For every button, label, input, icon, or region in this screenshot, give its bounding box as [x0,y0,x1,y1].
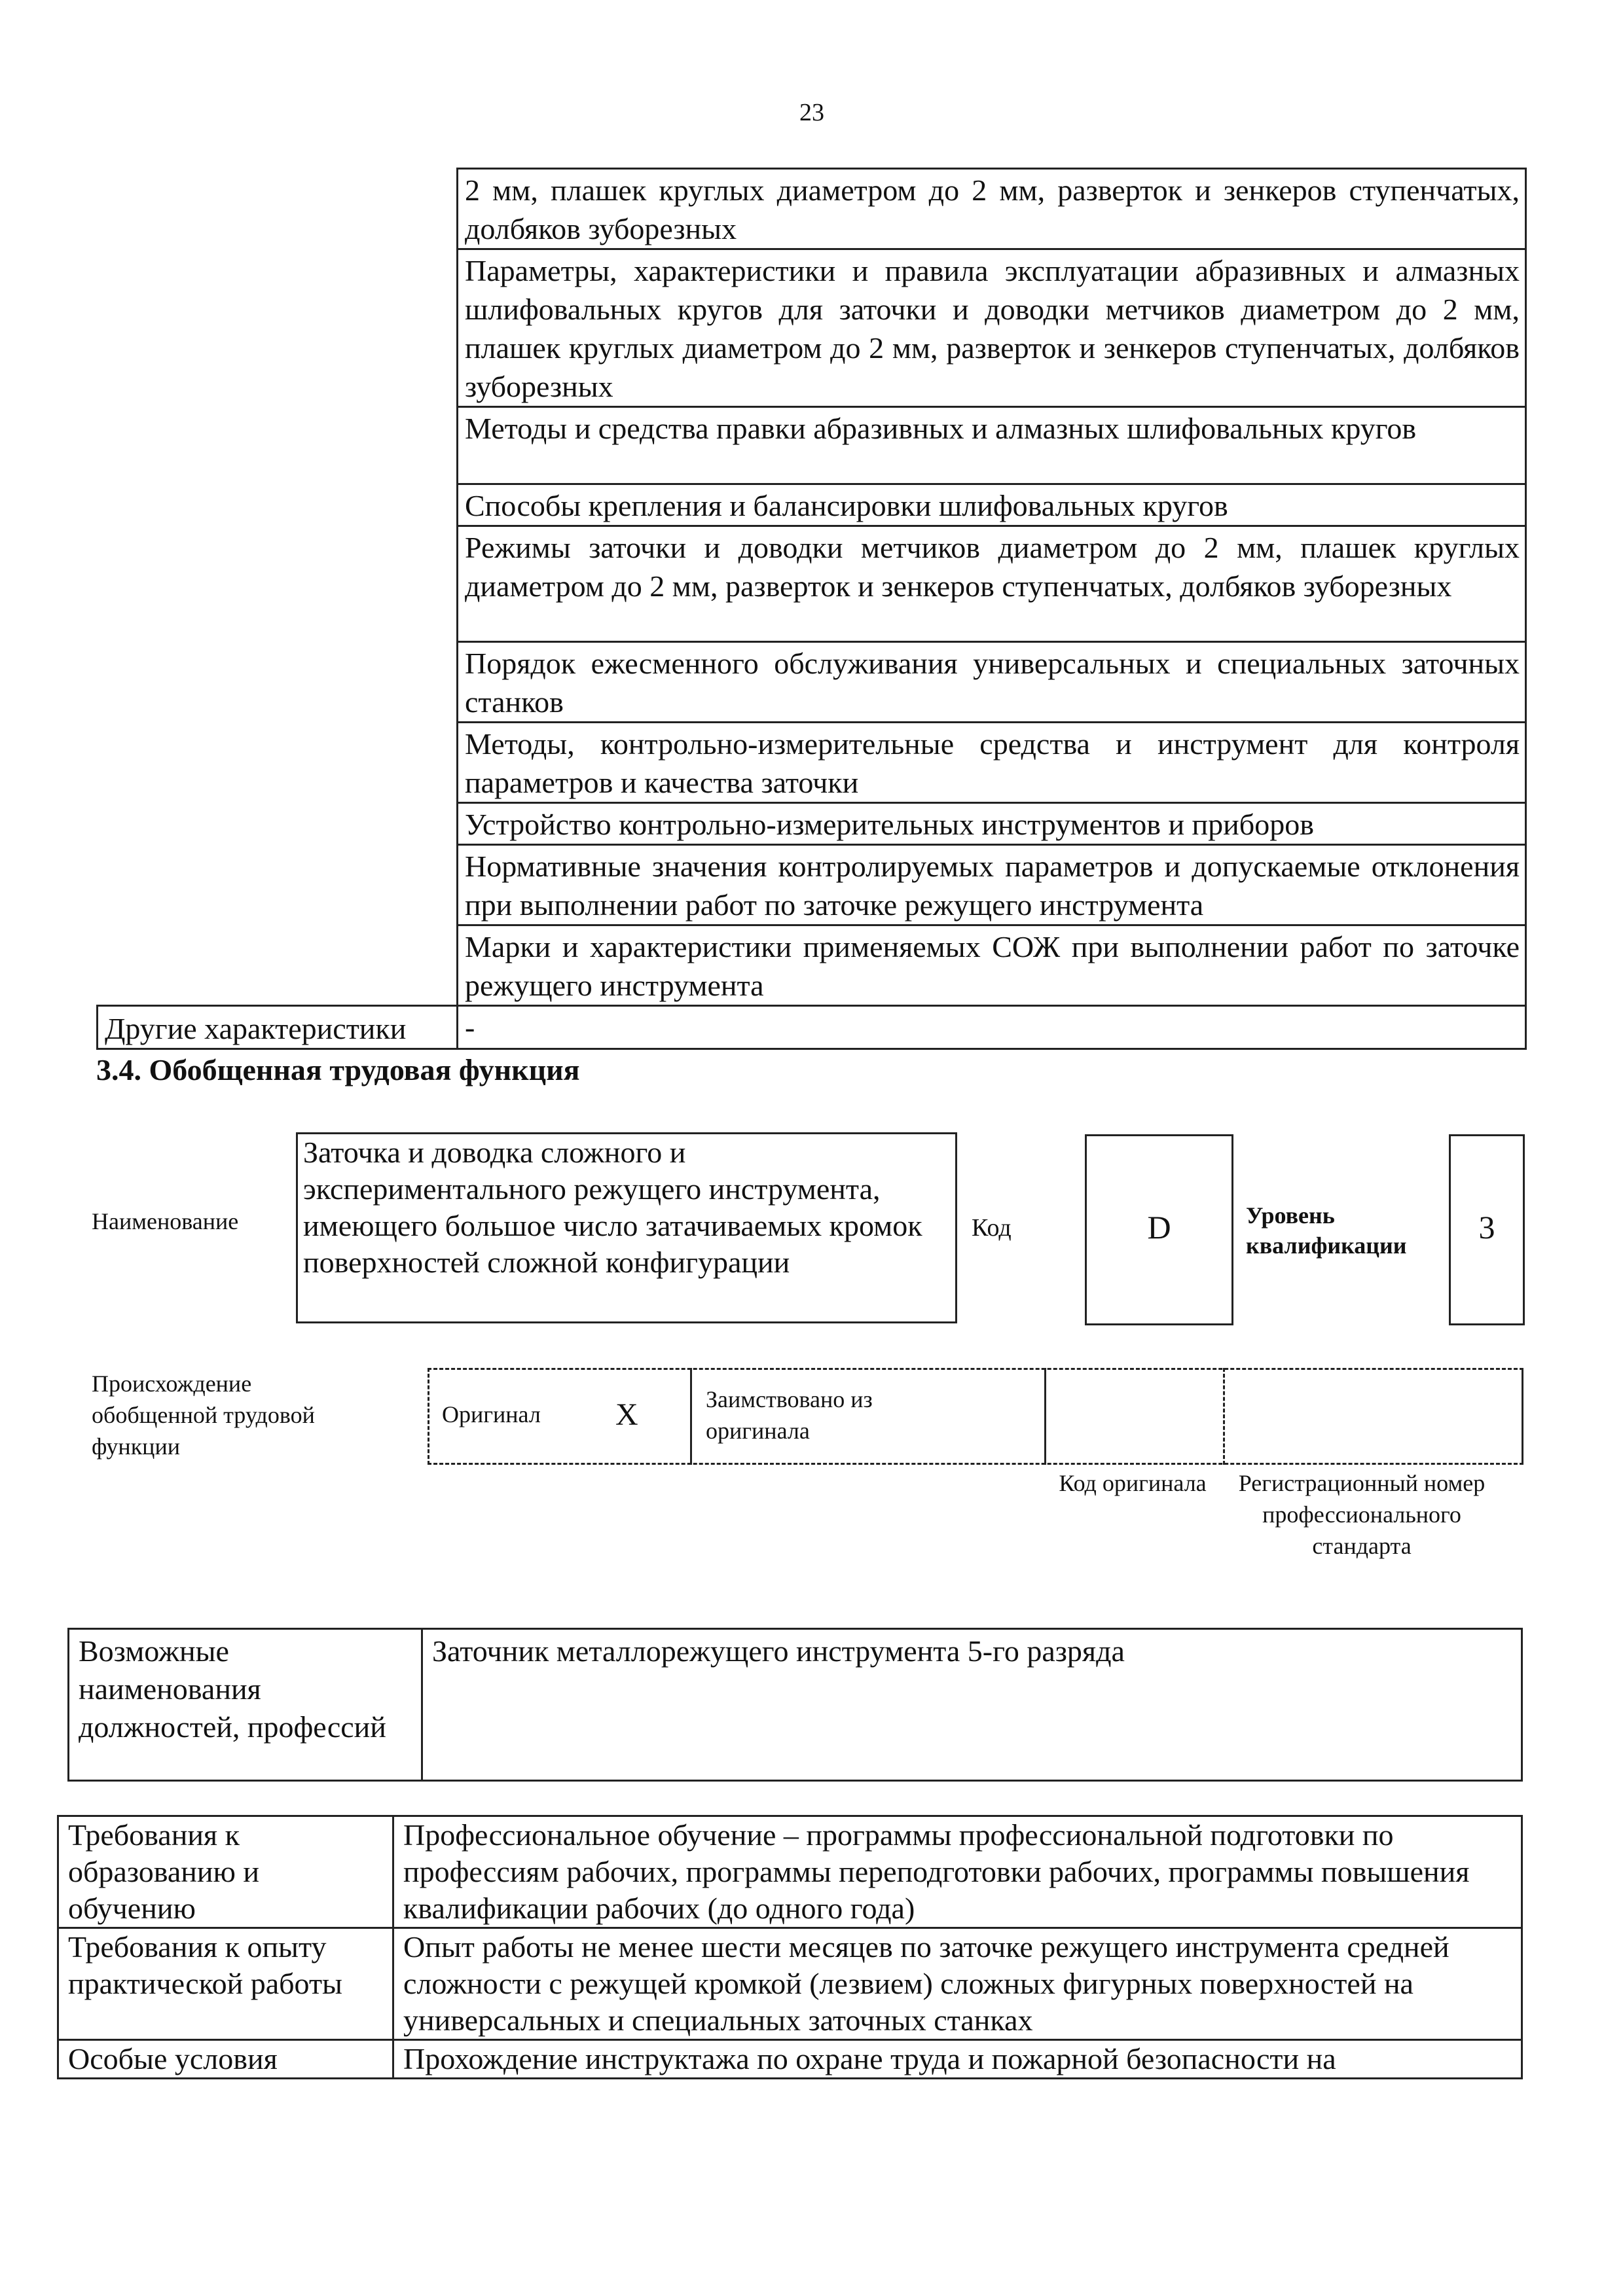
positions-table [67,1628,1523,1782]
original-mark: X [615,1397,638,1432]
requirement-label: Особые условия [58,2040,393,2079]
divider [1223,1368,1225,1465]
name-label: Наименование [92,1208,239,1234]
positions-value: Заточник металлорежущего инструмента 5-го разряда [422,1629,1522,1781]
requirements-table [57,1815,1523,2079]
origin-label: Происхождение обобщенной трудовой функции [92,1371,315,1460]
reg-number-label: Регистрационный номер профессионального стандарта [1238,1470,1486,1559]
knowledge-table [96,168,1527,1050]
other-characteristics-label: Другие характеристики [98,1006,458,1049]
requirement-label: Требования к опыту практической работы [58,1928,393,2040]
table-row: Порядок ежесменного обслуживания универсальных и специальных заточных станков [458,642,1526,723]
borrowed-label: Заимствовано из оригинала [706,1386,873,1444]
table-row: Нормативные значения контролируемых параметров и допускаемые отклонения при выполнении работ по заточке режущего инструмента [458,845,1526,925]
positions-label: Возможные наименования должностей, профессий [69,1629,422,1781]
table-row: Методы и средства правки абразивных и алмазных шлифовальных кругов [458,407,1526,484]
requirement-value: Прохождение инструктажа по охране труда и пожарной безопасности на [393,2040,1522,2079]
requirement-label: Требования к образованию и обучению [58,1816,393,1928]
divider [690,1368,692,1465]
requirement-value: Профессиональное обучение – программы профессиональной подготовки по профессиям рабочих, программы переподготовки рабочих, программы повышения квалификации рабочих (до одного года) [393,1816,1522,1928]
name-value-box [296,1132,957,1323]
origin-box [428,1368,1523,1465]
code-label: Код [972,1214,1012,1242]
level-value: 3 [1449,1134,1525,1325]
table-row: Устройство контрольно-измерительных инструментов и приборов [458,803,1526,845]
level-label: Уровень квалификации [1246,1202,1407,1259]
table-row: Методы, контрольно-измерительные средства и инструмент для контроля параметров и качества заточки [458,723,1526,803]
table-row: 2 мм, плашек круглых диаметром до 2 мм, разверток и зенкеров ступенчатых, долбяков зуборезных [458,169,1526,249]
divider [1044,1368,1046,1465]
left-empty-cell [98,169,458,1006]
name-value: Заточка и доводка сложного и экспериментального режущего инструмента, имеющего большое число затачиваемых кромок поверхностей сложной конфигурации [303,1136,922,1279]
table-row: Режимы заточки и доводки метчиков диаметром до 2 мм, плашек круглых диаметром до 2 мм, разверток и зенкеров ступенчатых, долбяков зуборезных [458,526,1526,642]
code-original-label: Код оригинала [1059,1470,1207,1496]
other-characteristics-value: - [458,1006,1526,1049]
requirement-value: Опыт работы не менее шести месяцев по заточке режущего инструмента средней сложности с режущей кромкой (лезвием) сложных фигурных поверхностей на универсальных и специальных заточных станках [393,1928,1522,2040]
page-number: 23 [799,99,824,126]
table-row: Способы крепления и балансировки шлифовальных кругов [458,484,1526,526]
table-row: Параметры, характеристики и правила эксплуатации абразивных и алмазных шлифовальных кругов для заточки и доводки метчиков диаметром до 2 мм, плашек круглых диаметром до 2 мм, разверток и зенкеров ступенчатых, долбяков зуборезных [458,249,1526,407]
table-row: Марки и характеристики применяемых СОЖ при выполнении работ по заточке режущего инструмента [458,925,1526,1006]
original-label: Оригинал [442,1401,541,1427]
code-value: D [1085,1134,1233,1325]
section-title: 3.4. Обобщенная трудовая функция [96,1053,580,1086]
